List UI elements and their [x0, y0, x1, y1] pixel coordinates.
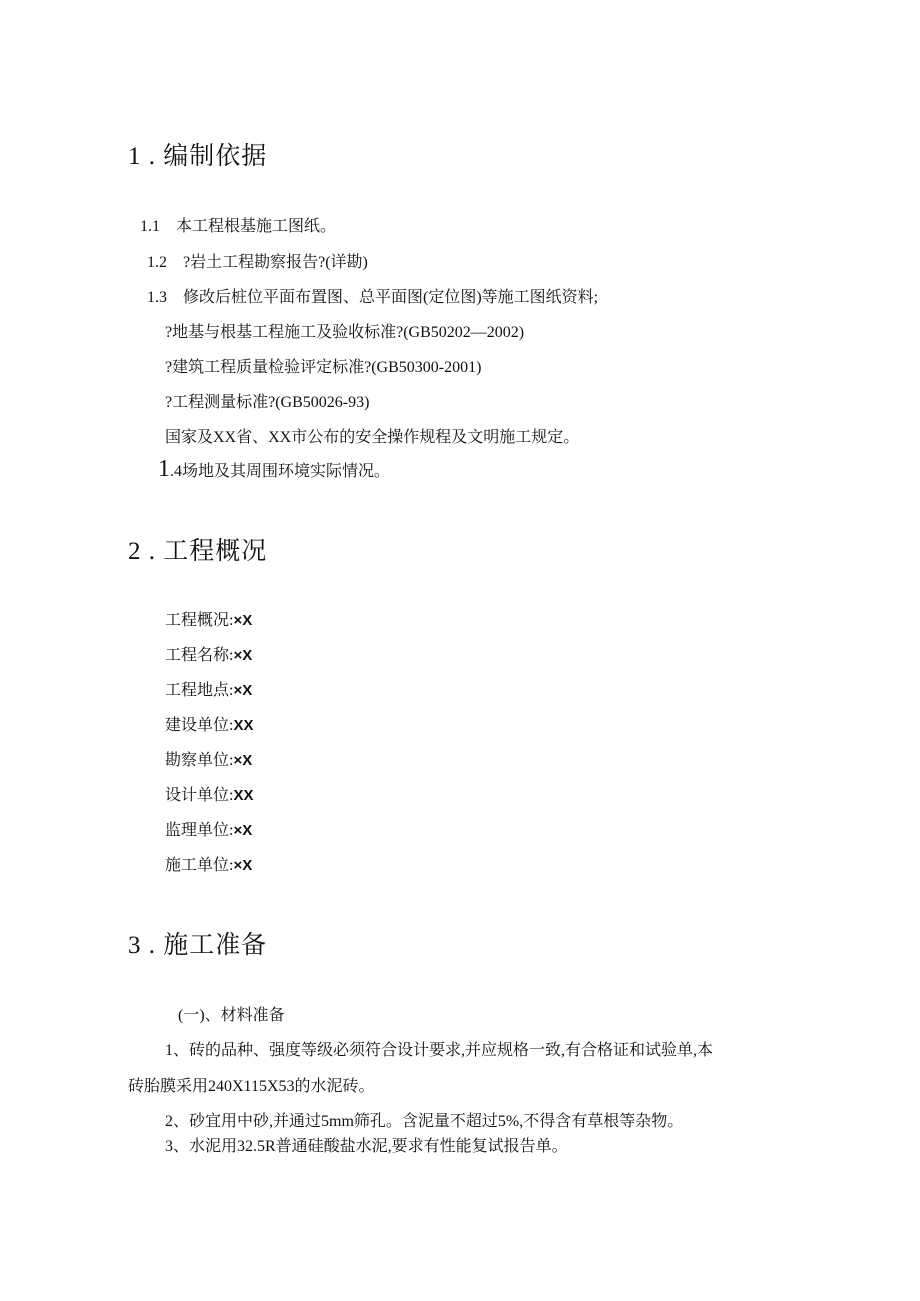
- paragraph: 2、砂宜用中砂,并通过5mm筛孔。含泥量不超过5%,不得含有草根等杂物。: [165, 1113, 684, 1130]
- field-value: ×X: [233, 822, 253, 839]
- list-item: [147, 284, 598, 307]
- section-heading-2: 2 . 工程概况: [128, 538, 268, 565]
- field-value: ×X: [233, 857, 253, 874]
- list-item: [140, 213, 336, 236]
- field-row: [165, 607, 252, 630]
- list-item: [158, 456, 390, 483]
- item-text: 修改后桩位平面布置图、总平面图(定位图)等施工图纸资料;: [183, 289, 599, 306]
- field-value: ×X: [233, 752, 253, 769]
- subheading: (一)、材料准备: [178, 1007, 285, 1024]
- field-value: XX: [233, 787, 254, 804]
- field-row: [165, 642, 252, 665]
- field-label: 工程地点:: [165, 682, 234, 699]
- item-number: 1: [158, 456, 170, 482]
- field-row: [165, 712, 253, 735]
- standard-item: ?地基与根基工程施工及验收标准?(GB50202—2002): [165, 324, 525, 341]
- section-heading-3: 3 . 施工准备: [128, 932, 268, 959]
- field-row: [165, 782, 253, 805]
- item-text: .4场地及其周围环境实际情况。: [170, 463, 391, 480]
- item-number: 1.3: [147, 289, 167, 306]
- field-row: [165, 852, 252, 875]
- field-value: ×X: [233, 612, 253, 629]
- field-label: 监理单位:: [165, 822, 234, 839]
- paragraph: 3、水泥用32.5R普通硅酸盐水泥,要求有性能复试报告单。: [165, 1138, 568, 1155]
- item-number: 1.2: [147, 254, 167, 271]
- field-label: 建设单位:: [165, 717, 234, 734]
- field-label: 设计单位:: [165, 787, 234, 804]
- field-row: [165, 677, 252, 700]
- item-text: 本工程根基施工图纸。: [176, 218, 337, 235]
- paragraph-line: 砖胎膜采用240X115X53的水泥砖。: [128, 1078, 375, 1095]
- list-item: [147, 249, 368, 272]
- field-value: XX: [233, 717, 254, 734]
- standard-item: 国家及XX省、XX市公布的安全操作规程及文明施工规定。: [165, 429, 580, 446]
- paragraph-line: 1、砖的品种、强度等级必须符合设计要求,并应规格一致,有合格证和试验单,本: [165, 1042, 714, 1059]
- field-value: ×X: [233, 647, 253, 664]
- field-label: 工程概况:: [165, 612, 234, 629]
- field-label: 勘察单位:: [165, 752, 234, 769]
- field-label: 工程名称:: [165, 647, 234, 664]
- field-row: [165, 817, 252, 840]
- item-text: ?岩土工程勘察报告?(详勘): [183, 254, 368, 271]
- field-label: 施工单位:: [165, 857, 234, 874]
- item-number: 1.1: [140, 218, 160, 235]
- field-value: ×X: [233, 682, 253, 699]
- standard-item: ?建筑工程质量检验评定标准?(GB50300-2001): [165, 359, 482, 376]
- section-heading-1: 1 . 编制依据: [128, 143, 268, 170]
- standard-item: ?工程测量标准?(GB50026-93): [165, 394, 370, 411]
- field-row: [165, 747, 252, 770]
